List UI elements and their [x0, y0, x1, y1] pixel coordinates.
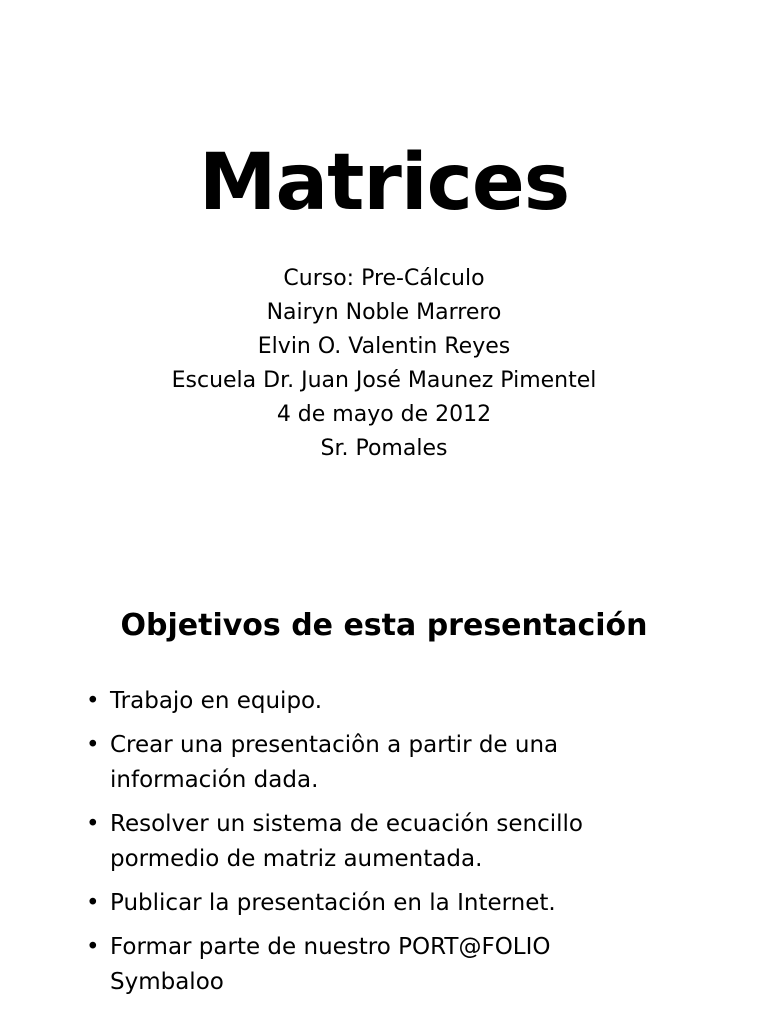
bullet-icon: • [86, 890, 100, 916]
list-item-text: Trabajo en equipo. [110, 688, 323, 714]
list-item-text: Resolver un sistema de ecuación sencillo [110, 811, 583, 837]
school-line: Escuela Dr. Juan José Maunez Pimentel [171, 368, 597, 393]
bullet-icon: • [86, 732, 100, 758]
subtitle-block [0, 262, 768, 466]
author-line-1: Nairyn Noble Marrero [266, 300, 502, 325]
date-line: 4 de mayo de 2012 [276, 402, 492, 427]
slide-title: Matrices [198, 138, 570, 228]
objectives-heading: Objetivos de esta presentación [120, 608, 648, 643]
list-item-text-continued: información dada. [110, 767, 319, 793]
list-item [86, 684, 726, 719]
bullet-icon: • [86, 688, 100, 714]
list-item [86, 807, 726, 877]
list-item-text-continued: Symbaloo [110, 969, 224, 995]
list-item-text: Crear una presentaciôn a partir de una [110, 732, 559, 758]
course-line: Curso: Pre-Cálculo [283, 266, 485, 291]
objectives-list [86, 684, 726, 1009]
list-item [86, 930, 726, 1000]
objectives-slide [0, 590, 768, 1024]
bullet-icon: • [86, 934, 100, 960]
list-item-text: Formar parte de nuestro PORT@FOLIO [110, 934, 551, 960]
author-line-2: Elvin O. Valentin Reyes [257, 334, 511, 359]
list-item-text: Publicar la presentación en la Internet. [110, 890, 556, 916]
list-item [86, 728, 726, 798]
list-item-text-continued: pormedio de matriz aumentada. [110, 846, 483, 872]
bullet-icon: • [86, 811, 100, 837]
list-item [86, 886, 726, 921]
teacher-line: Sr. Pomales [320, 436, 448, 461]
